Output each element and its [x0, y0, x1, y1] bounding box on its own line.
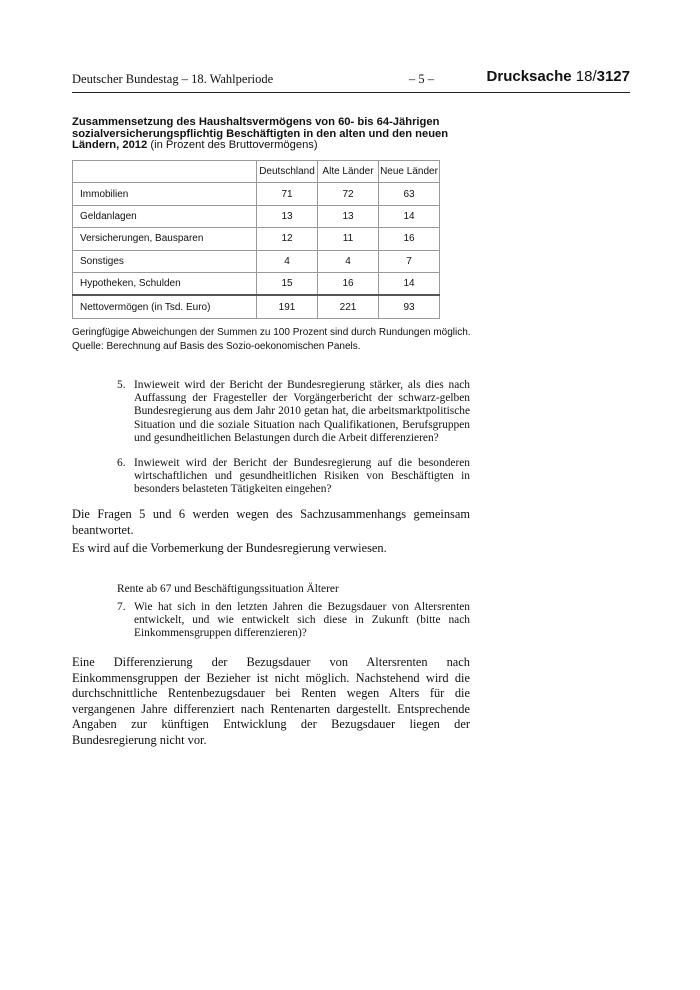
question-number: 7.	[117, 601, 126, 613]
table-row	[73, 183, 440, 205]
table-header-cell: Neue Länder	[379, 161, 440, 183]
source-note: Quelle: Berechnung auf Basis des Sozio-oekonomischen Panels.	[72, 341, 361, 352]
question-text: Inwieweit wird der Bericht der Bundesregierung auf die besonderen wirtschaftlichen und gesundheitlichen Risiken von Beschäftigten in besonders belasteten Tätigkeiten eingehen?	[134, 457, 470, 496]
question-6	[117, 457, 470, 497]
wealth-composition-table	[72, 160, 440, 319]
table-header-row	[73, 161, 440, 183]
answer-paragraph: Eine Differenzierung der Bezugsdauer von Altersrenten nach Einkommensgruppen der Bezieher ist nicht möglich. Nachstehend wird die durchschnittliche Rentenbezugsdauer bei Renten wegen Alters für die vergangenen Jahre differenziert nach Rentenarten dargestellt. Entsprechende Angaben zur künftigen Entwicklung der Bezugsdauer liegen der Bundesregierung nicht vor.	[72, 655, 470, 747]
table-cell: 7	[379, 250, 440, 272]
header-doc-number-part-a: 18/	[575, 68, 597, 85]
header-doc-number-part-b: 3127	[596, 68, 630, 85]
row-label: Geldanlagen	[73, 205, 257, 227]
table-caption-title: Zusammensetzung des Haushaltsvermögens von 60- bis 64-Jährigen sozialversicherungspflichtig Beschäftigten in den alten und den neuen Ländern, 2012	[72, 116, 449, 151]
rounding-note: Geringfügige Abweichungen der Summen zu 100 Prozent sind durch Rundungen möglich.	[72, 327, 471, 338]
row-label: Nettovermögen (in Tsd. Euro)	[73, 295, 257, 318]
page-header	[72, 70, 630, 93]
table-notes	[72, 326, 492, 354]
question-5	[117, 379, 470, 445]
table-cell: 4	[257, 250, 318, 272]
table-cell: 71	[257, 183, 318, 205]
table-cell: 16	[379, 228, 440, 250]
table-cell: 13	[318, 205, 379, 227]
table-cell: 221	[318, 295, 379, 318]
table-caption	[72, 117, 482, 152]
table-cell: 191	[257, 295, 318, 318]
header-publication: Deutscher Bundestag – 18. Wahlperiode	[72, 72, 274, 86]
question-number: 5.	[117, 379, 126, 391]
table-cell: 4	[318, 250, 379, 272]
table-row	[73, 250, 440, 272]
header-document-number	[487, 68, 630, 85]
table-row-net-wealth	[73, 295, 440, 318]
table-cell: 63	[379, 183, 440, 205]
question-7	[117, 601, 470, 641]
row-label: Sonstiges	[73, 250, 257, 272]
table-cell: 14	[379, 205, 440, 227]
row-label: Versicherungen, Bausparen	[73, 228, 257, 250]
table-row	[73, 205, 440, 227]
row-label: Hypotheken, Schulden	[73, 272, 257, 295]
section-subheading: Rente ab 67 und Beschäftigungssituation Älterer	[117, 583, 339, 595]
table-cell: 72	[318, 183, 379, 205]
table-row	[73, 272, 440, 295]
header-doc-label: Drucksache	[486, 68, 572, 85]
table-header-cell: Deutschland	[257, 161, 318, 183]
table-header-cell: Alte Länder	[318, 161, 379, 183]
question-text: Wie hat sich in den letzten Jahren die Bezugsdauer von Altersrenten entwickelt, und wie entwickelt sich diese in Zukunft (bitte nach Einkommensgruppen differenzieren)?	[134, 601, 470, 640]
answer-paragraph: Es wird auf die Vorbemerkung der Bundesregierung verwiesen.	[72, 541, 387, 555]
table-caption-unit: (in Prozent des Bruttovermögens)	[147, 139, 318, 151]
question-number: 6.	[117, 457, 126, 469]
table-cell: 15	[257, 272, 318, 295]
table-cell: 93	[379, 295, 440, 318]
row-label: Immobilien	[73, 183, 257, 205]
table-cell: 13	[257, 205, 318, 227]
table-cell: 12	[257, 228, 318, 250]
table-row	[73, 228, 440, 250]
table-cell: 14	[379, 272, 440, 295]
header-page-number: – 5 –	[409, 72, 434, 86]
table-cell: 16	[318, 272, 379, 295]
answer-paragraph: Die Fragen 5 und 6 werden wegen des Sachzusammenhangs gemeinsam beantwortet.	[72, 507, 470, 537]
table-header-cell	[73, 161, 257, 183]
question-text: Inwieweit wird der Bericht der Bundesregierung stärker, als dies nach Auffassung der Fragesteller der Vorgängerbericht der schwarz-gelben Bundesregierung aus dem Jahr 2010 getan hat, die arbeitsmarktpolitische Situation und die soziale Situation nach Qualifikationen, Berufsgruppen und gesundheitlichen Belastungen durch die Arbeit differenzieren?	[134, 379, 470, 444]
table-cell: 11	[318, 228, 379, 250]
